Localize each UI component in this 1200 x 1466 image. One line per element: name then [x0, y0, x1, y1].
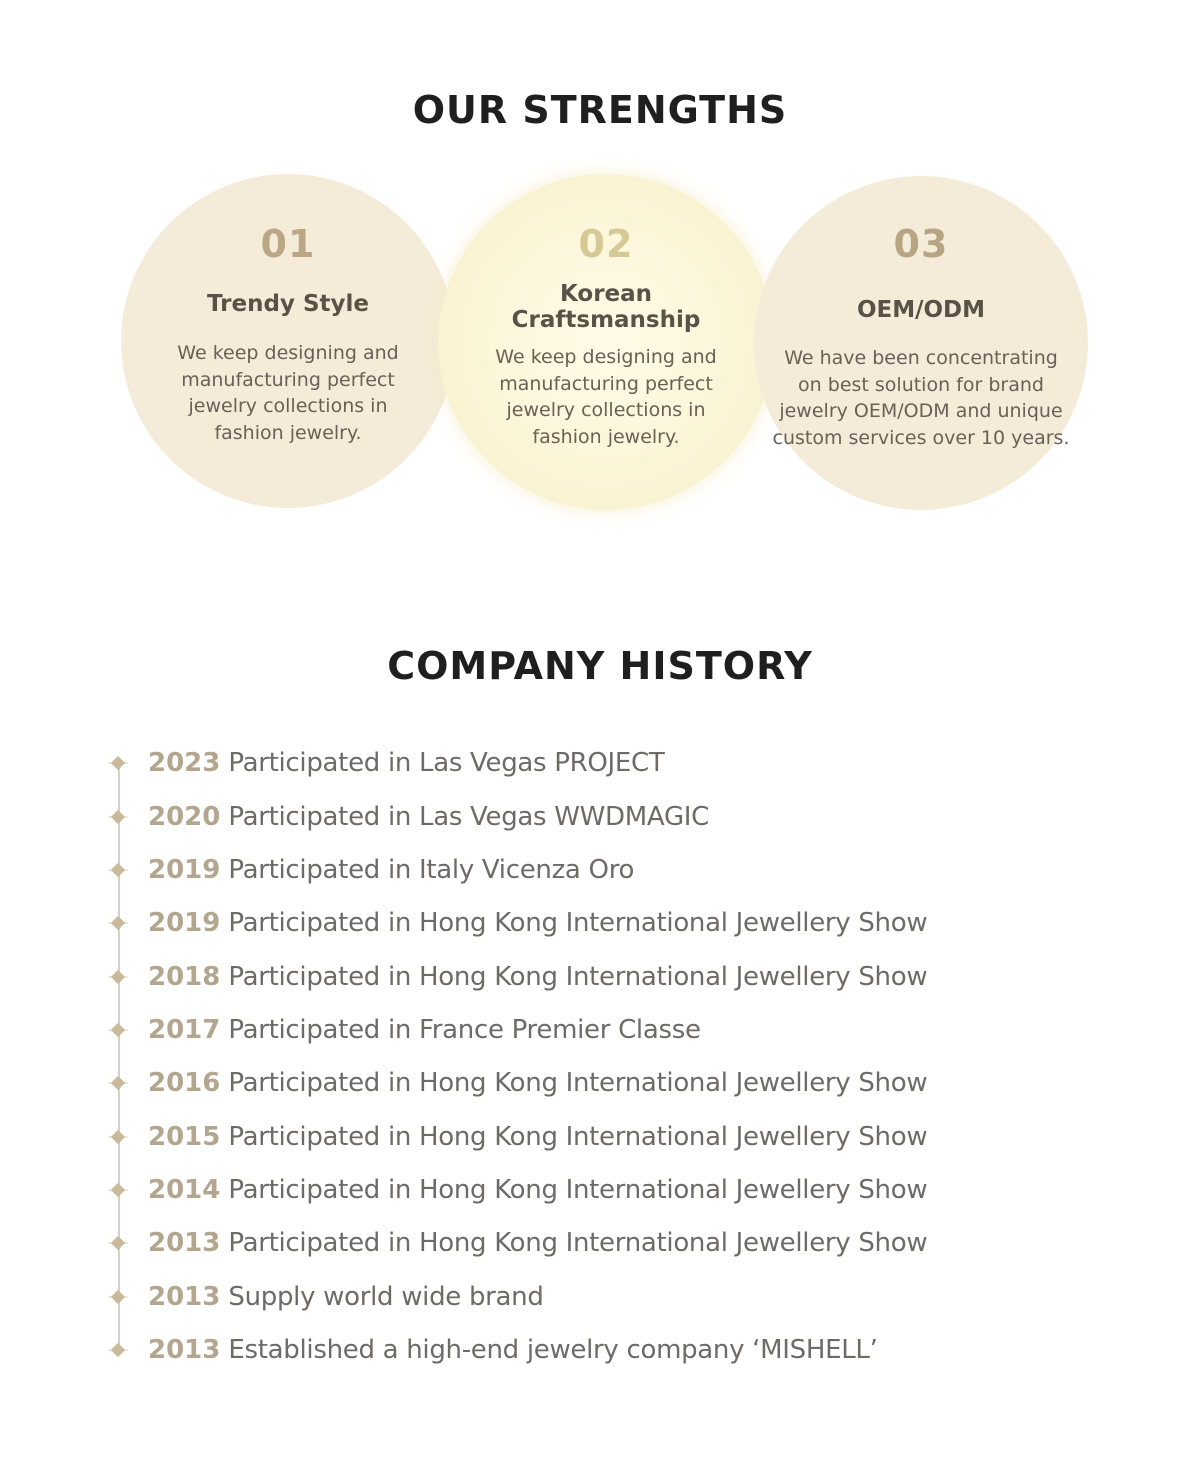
timeline-year: 2023: [148, 748, 221, 778]
diamond-icon: [108, 1020, 128, 1040]
timeline-year: 2018: [148, 962, 221, 992]
timeline-year: 2016: [148, 1068, 221, 1098]
timeline-text: Participated in Hong Kong International Jewellery Show: [228, 1122, 928, 1152]
timeline-item: [108, 1223, 927, 1263]
diamond-icon: [108, 807, 128, 827]
strength-number: 02: [578, 222, 634, 266]
strengths-title: OUR STRENGTHS: [412, 88, 788, 132]
timeline-item: [108, 1063, 927, 1103]
timeline-item: [108, 1010, 701, 1050]
timeline-text: Participated in Italy Vicenza Oro: [228, 855, 635, 885]
timeline-year: 2019: [148, 908, 221, 938]
timeline-item: [108, 903, 927, 943]
timeline-text: Supply world wide brand: [228, 1282, 544, 1312]
timeline-item: [108, 1277, 544, 1317]
diamond-icon: [108, 1287, 128, 1307]
timeline-text: Participated in Hong Kong International Jewellery Show: [228, 1228, 928, 1258]
strength-description: We have been concentrating on best solution for brand jewelry OEM/ODM and unique custom services over 10 years.: [772, 347, 1070, 449]
strength-number: 01: [260, 222, 316, 266]
timeline-year: 2015: [148, 1122, 221, 1152]
strength-number: 03: [893, 222, 949, 266]
timeline-item: [108, 850, 634, 890]
strength-description: We keep designing and manufacturing perfect jewelry collections in fashion jewelry.: [495, 346, 717, 448]
strength-description: We keep designing and manufacturing perfect jewelry collections in fashion jewelry.: [177, 342, 399, 444]
timeline-item: [108, 1117, 927, 1157]
timeline-text: Participated in Las Vegas WWDMAGIC: [228, 802, 710, 832]
timeline-text: Participated in France Premier Classe: [228, 1015, 701, 1045]
diamond-icon: [108, 1073, 128, 1093]
timeline-year: 2020: [148, 802, 221, 832]
timeline-year: 2013: [148, 1335, 221, 1365]
timeline-text: Participated in Hong Kong International Jewellery Show: [228, 962, 928, 992]
timeline-text: Participated in Las Vegas PROJECT: [228, 748, 665, 778]
timeline-year: 2019: [148, 855, 221, 885]
strength-card-trendy-style: [121, 174, 455, 508]
timeline-text: Participated in Hong Kong International Jewellery Show: [228, 1175, 928, 1205]
strength-title: Korean Craftsmanship: [511, 281, 701, 333]
timeline-text: Participated in Hong Kong International Jewellery Show: [228, 908, 928, 938]
diamond-icon: [108, 967, 128, 987]
diamond-icon: [108, 913, 128, 933]
strength-title: OEM/ODM: [856, 297, 986, 323]
strength-card-oem-odm: [754, 176, 1088, 510]
diamond-icon: [108, 1180, 128, 1200]
diamond-icon: [108, 1340, 128, 1360]
timeline-text: Participated in Hong Kong International Jewellery Show: [228, 1068, 928, 1098]
diamond-icon: [108, 1233, 128, 1253]
timeline-text: Established a high-end jewelry company ‘MISHELL’: [228, 1335, 878, 1365]
timeline-year: 2013: [148, 1228, 221, 1258]
timeline-year: 2014: [148, 1175, 221, 1205]
strength-title: Trendy Style: [207, 291, 369, 317]
timeline-year: 2013: [148, 1282, 221, 1312]
timeline-item: [108, 1330, 878, 1370]
diamond-icon: [108, 860, 128, 880]
timeline-item: [108, 1170, 927, 1210]
timeline-item: [108, 743, 665, 783]
diamond-icon: [108, 753, 128, 773]
strength-card-korean-craftsmanship: [438, 174, 774, 510]
timeline-year: 2017: [148, 1015, 221, 1045]
history-title: COMPANY HISTORY: [387, 644, 813, 688]
timeline-item: [108, 957, 927, 997]
timeline-item: [108, 797, 709, 837]
diamond-icon: [108, 1127, 128, 1147]
